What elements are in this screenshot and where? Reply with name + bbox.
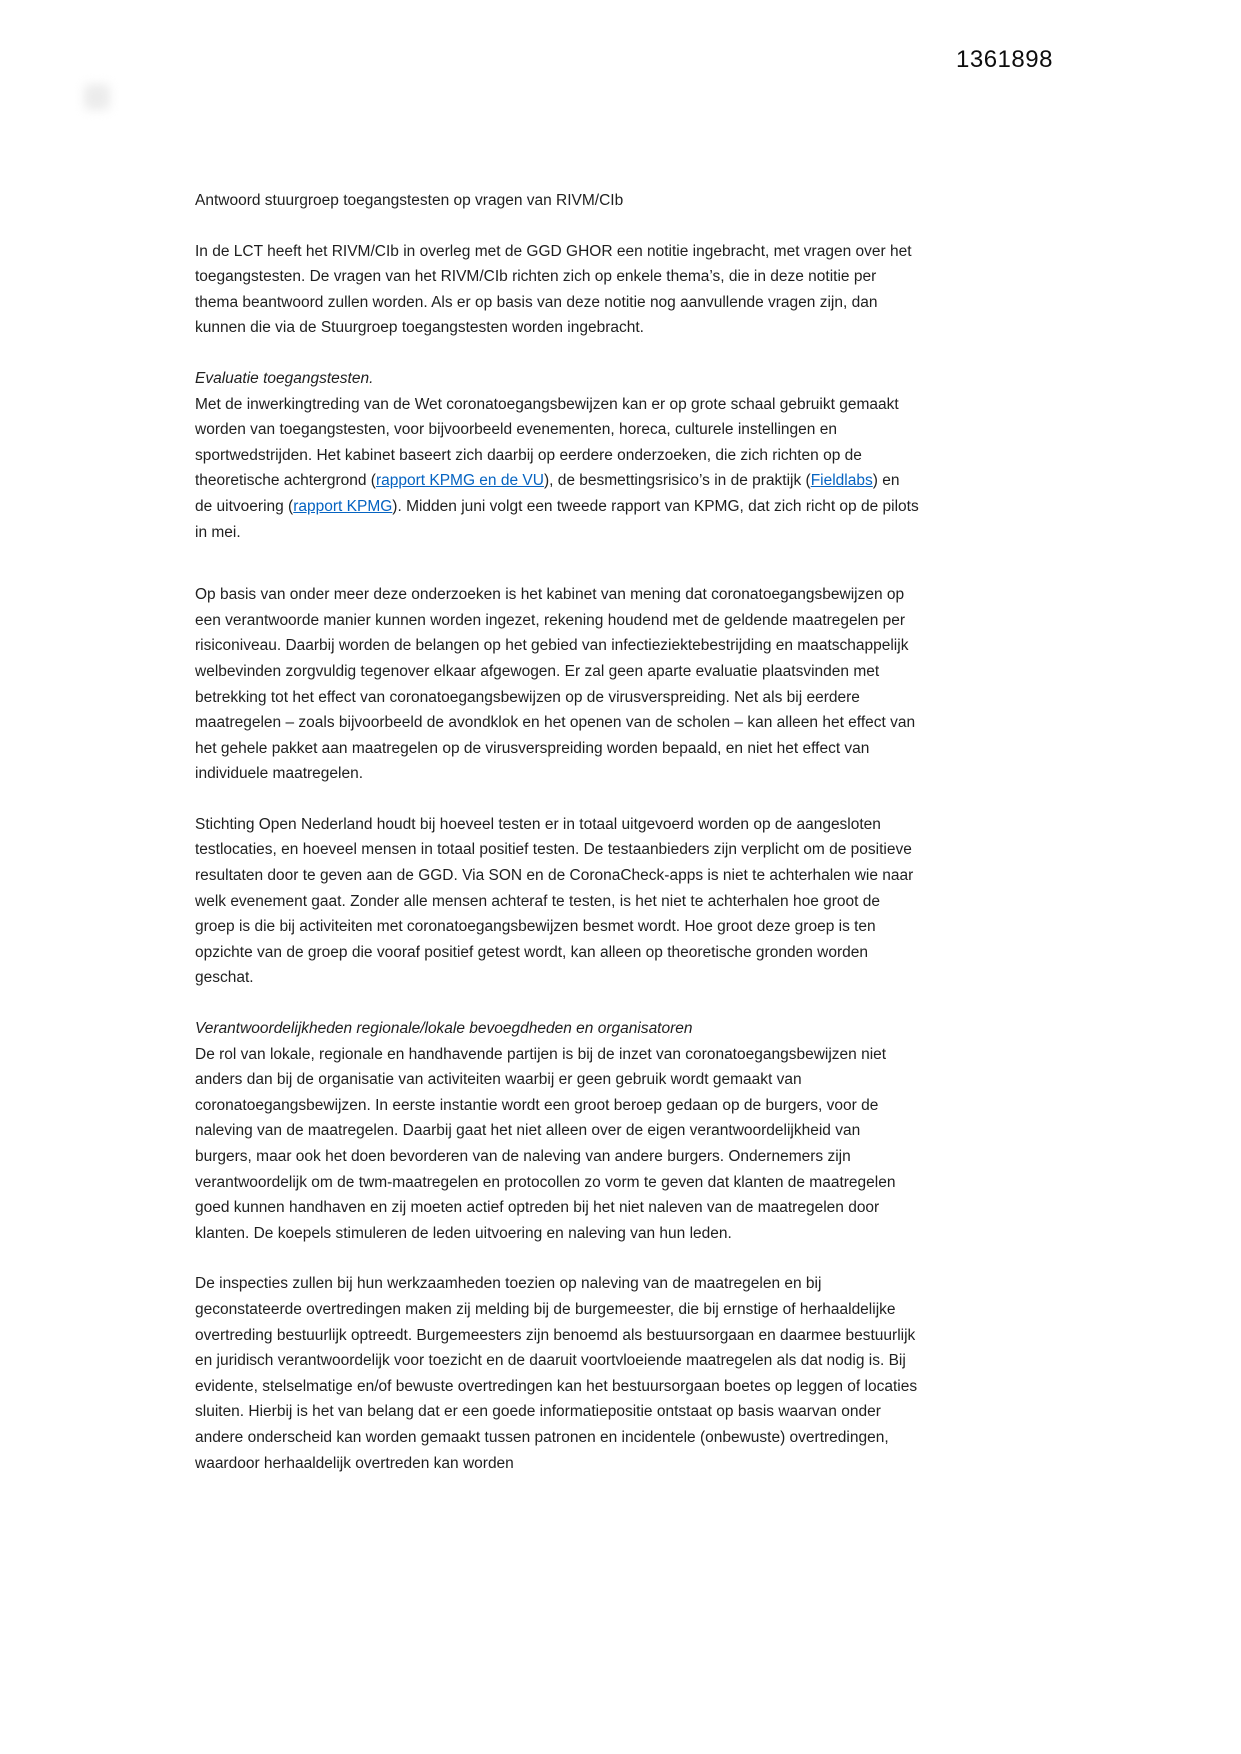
paragraph-intro: In de LCT heeft het RIVM/CIb in overleg met de GGD GHOR een notitie ingebracht, met vragen over het toegangstesten. De vragen van het RIVM/CIb richten zich op enkele thema’s, die in deze notitie per thema beantwoord zullen worden. Als er op basis van deze notitie nog aanvullende vragen zijn, dan kunnen die via de Stuurgroep toegangstesten worden ingebracht. [195,242,912,337]
section-heading-verantwoordelijkheden: Verantwoordelijkheden regionale/lokale bevoegdheden en organisatoren [195,1020,693,1038]
link-rapport-kpmg-en-de-vu[interactable]: rapport KPMG en de VU [375,472,544,490]
document-content [195,188,919,1476]
paragraph-inspecties: De inspecties zullen bij hun werkzaamheden toezien op naleving van de maatregelen en bij geconstateerde overtredingen maken zij melding bij de burgemeester, die bij ernstige of herhaaldelijke overtreding bestuurlijk optreedt. Burgemeesters zijn benoemd als bestuursorgaan en daarmee bestuurlijk en juridisch verantwoordelijk voor toezicht en de daaruit voortvloeiende maatregelen als dat nodig is. Bij evidente, stelselmatige en/of bewuste overtredingen kan het bestuursorgaan boetes op leggen of locaties sluiten. Hierbij is het van belang dat er een goede informatiepositie ontstaat op basis waarvan onder andere onderscheid kan worden gemaakt tussen patronen en incidentele (onbewuste) overtredingen, waardoor herhaaldelijk overtreden kan worden [195,1275,918,1472]
text-segment: Met de inwerkingtreding van de Wet coronatoegangsbewijzen kan er op grote schaal gebruikt gemaakt worden van toegangstesten, voor bijvoorbeeld evenementen, horeca, culturele instellingen en sportwedstrijden. Het kabinet baseert zich daarbij op eerdere onderzoeken, die zich richten op de theoretische achtergrond ( [195,395,899,490]
text-segment: ). Midden juni volgt een tweede rapport van KPMG, dat zich richt op de pilots in mei. [195,497,919,541]
text-segment: ), de besmettingsrisico’s in de praktijk ( [543,472,811,490]
section-heading-evaluatie: Evaluatie toegangstesten. [195,369,374,387]
document-number: 1361898 [956,46,1053,73]
text-segment: ) en de uitvoering ( [195,472,900,515]
paragraph-wet-coronatoegangsbewijzen [195,392,919,546]
link-rapport-kpmg[interactable]: rapport KPMG [293,497,393,515]
document-title: Antwoord stuurgroep toegangstesten op vragen van RIVM/CIb [195,192,624,209]
link-fieldlabs[interactable]: Fieldlabs [810,472,873,490]
scan-artifact [84,84,110,110]
paragraph-stichting-open-nederland: Stichting Open Nederland houdt bij hoeveel testen er in totaal uitgevoerd worden op de aangesloten testlocaties, en hoeveel mensen in totaal positief testen. De testaanbieders zijn verplicht om de positieve resultaten door te geven aan de GGD. Via SON en de CoronaCheck-apps is niet te achterhalen wie naar welk evenement gaat. Zonder alle mensen achteraf te testen, is het niet te achterhalen hoe groot de groep is die bij activiteiten met coronatoegangsbewijzen besmet wordt. Hoe groot deze groep is ten opzichte van de groep die vooraf positief getest wordt, kan alleen op theoretische gronden worden geschat. [195,815,914,987]
paragraph-rol-partijen: De rol van lokale, regionale en handhavende partijen is bij de inzet van coronatoegangsbewijzen niet anders dan bij de organisatie van activiteiten waarbij er geen gebruik wordt gemaakt van coronatoegangsbewijzen. In eerste instantie wordt een groot beroep gedaan op de burgers, voor de naleving van de maatregelen. Daarbij gaat het niet alleen over de eigen verantwoordelijkheid van burgers, maar ook het doen bevorderen van de naleving van andere burgers. Ondernemers zijn verantwoordelijk om de twm-maatregelen en protocollen zo vorm te geven dat klanten de maatregelen goed kunnen handhaven en zij moeten actief optreden bij het niet naleven van de maatregelen door klanten. De koepels stimuleren de leden uitvoering en naleving van hun leden. [195,1045,896,1242]
paragraph-basis-onderzoeken: Op basis van onder meer deze onderzoeken is het kabinet van mening dat coronatoegangsbewijzen op een verantwoorde manier kunnen worden ingezet, rekening houdend met de geldende maatregelen per risiconiveau. Daarbij worden de belangen op het gebied van infectieziektebestrijding en maatschappelijk welbevinden zorgvuldig tegenover elkaar afgewogen. Er zal geen aparte evaluatie plaatsvinden met betrekking tot het effect van coronatoegangsbewijzen op de virusverspreiding. Net als bij eerdere maatregelen – zoals bijvoorbeeld de avondklok en het openen van de scholen – kan alleen het effect van het gehele pakket aan maatregelen op de virusverspreiding worden bepaald, en niet het effect van individuele maatregelen. [195,586,916,783]
